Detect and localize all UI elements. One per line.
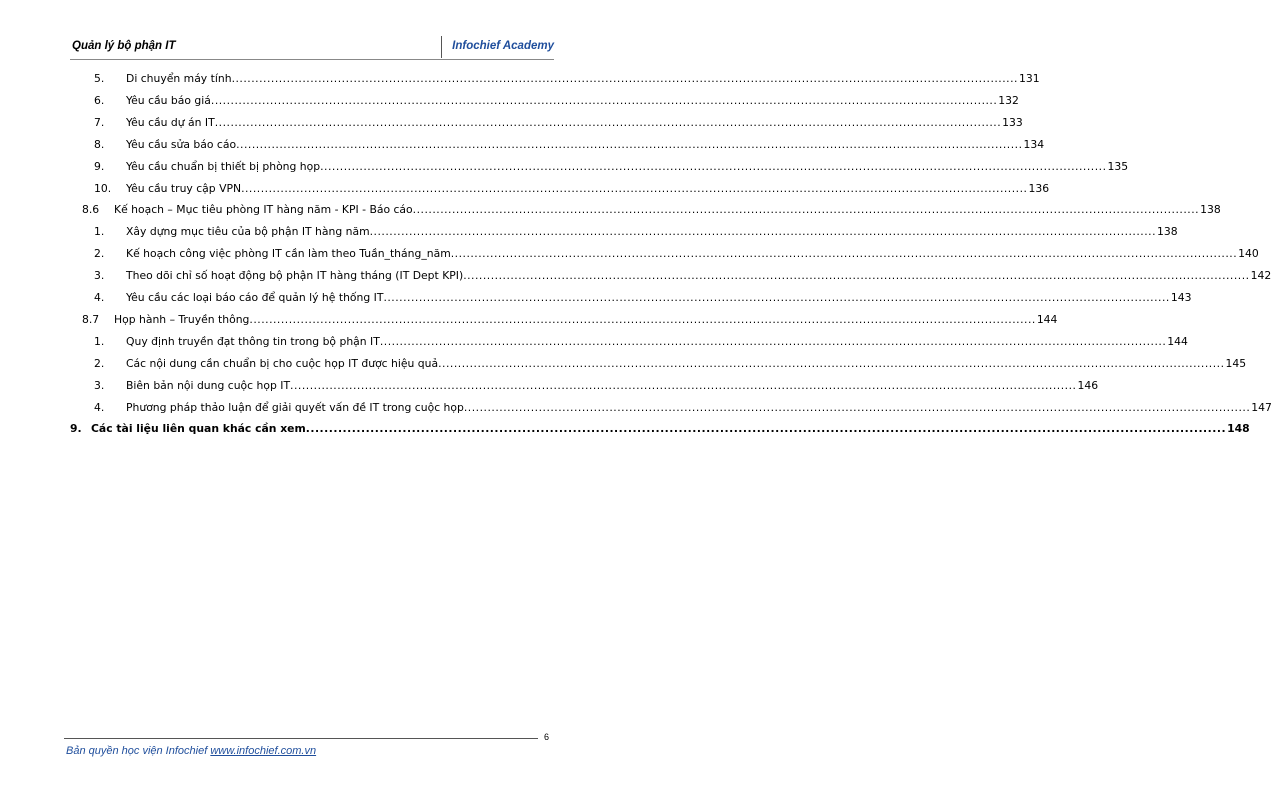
toc-entry-page: 145	[1225, 356, 1247, 370]
toc-leader-dots: ........................................................................................................................................................................................................	[320, 159, 1107, 173]
toc-leader-dots: ........................................................................................................................................................................................................	[210, 93, 998, 107]
toc-entry-title: Họp hành – Truyền thông	[114, 312, 250, 326]
toc-entry-page: 148	[1227, 422, 1250, 436]
toc-entry-title: Di chuyển máy tính	[126, 72, 232, 85]
toc-entry-page: 133	[1002, 115, 1023, 129]
toc-entry[interactable]	[0, 180, 1050, 198]
toc-entry-page: 144	[1036, 312, 1058, 326]
toc-entry-page: 131	[1018, 72, 1040, 85]
toc-entry[interactable]	[0, 92, 1019, 110]
toc-entry-number: 3.	[94, 378, 105, 392]
toc-entry-number: 1.	[94, 334, 105, 348]
toc-entry[interactable]	[0, 289, 1192, 307]
toc-leader-dots: ........................................................................................................................................................................................................	[379, 334, 1167, 348]
toc-entry[interactable]	[0, 377, 1099, 395]
toc-entry[interactable]	[0, 311, 1058, 329]
toc-entry-page: 135	[1107, 159, 1129, 173]
organization-name: Infochief Academy	[452, 40, 554, 52]
toc-entry-title: Yêu cầu truy cập VPN	[126, 181, 242, 195]
toc-leader-dots: ........................................................................................................................................................................................................	[369, 225, 1157, 239]
toc-entry-number: 4.	[94, 291, 105, 304]
toc-entry-page: 144	[1167, 334, 1188, 348]
toc-entry-page: 136	[1028, 181, 1050, 195]
toc-leader-dots: ........................................................................................................................................................................................................	[241, 181, 1028, 195]
toc-entry-title: Theo dõi chỉ số hoạt động bộ phận IT hàng tháng (IT Dept KPI)	[126, 269, 464, 283]
toc-entry[interactable]	[0, 245, 1259, 263]
toc-leader-dots: ........................................................................................................................................................................................................	[305, 422, 1227, 436]
toc-entry-page: 134	[1023, 137, 1045, 151]
footer-rule	[64, 738, 538, 739]
toc-entry[interactable]	[0, 355, 1247, 373]
toc-entry-page: 142	[1250, 269, 1272, 283]
toc-entry[interactable]	[0, 114, 1023, 132]
toc-entry[interactable]	[0, 201, 1221, 219]
toc-leader-dots: ........................................................................................................................................................................................................	[463, 400, 1251, 414]
toc-entry-title: Yêu cầu các loại báo cáo để quản lý hệ thống IT	[126, 291, 384, 304]
page-number: 6	[544, 732, 550, 742]
toc-leader-dots: ........................................................................................................................................................................................................	[412, 203, 1200, 217]
toc-entry-title: Yêu cầu sửa báo cáo	[126, 137, 237, 151]
toc-leader-dots: ........................................................................................................................................................................................................	[236, 137, 1023, 151]
toc-entry-title: Yêu cầu dự án IT	[126, 115, 215, 129]
toc-entry-page: 146	[1077, 378, 1099, 392]
toc-entry[interactable]	[0, 399, 1272, 417]
toc-entry-title: Phương pháp thảo luận để giải quyết vấn đề IT trong cuộc họp	[126, 400, 464, 414]
toc-entry-title: Quy định truyền đạt thông tin trong bộ phận IT	[126, 334, 380, 348]
toc-entry-number: 7.	[94, 115, 105, 129]
toc-entry-page: 132	[998, 93, 1019, 107]
toc-entry[interactable]	[0, 333, 1188, 351]
toc-entry-title: Các nội dung cần chuẩn bị cho cuộc họp IT được hiệu quả	[126, 356, 439, 370]
toc-entry[interactable]	[0, 223, 1178, 241]
toc-entry-number: 9.	[94, 159, 105, 173]
toc-entry-number: 1.	[94, 225, 105, 239]
toc-leader-dots: ........................................................................................................................................................................................................	[231, 72, 1018, 85]
toc-entry-page: 140	[1238, 247, 1259, 261]
toc-entry[interactable]	[0, 70, 1040, 88]
toc-entry-number: 2.	[94, 356, 105, 370]
toc-entry-number: 3.	[94, 269, 105, 283]
toc-entry-number: 9.	[70, 422, 82, 436]
header-rule	[70, 59, 554, 60]
toc-entry-title: Kế hoạch công việc phòng IT cần làm theo Tuần_tháng_năm	[126, 247, 451, 261]
toc-entry-number: 4.	[94, 400, 105, 414]
toc-leader-dots: ........................................................................................................................................................................................................	[450, 247, 1238, 261]
toc-leader-dots: ........................................................................................................................................................................................................	[463, 269, 1250, 283]
toc-entry[interactable]	[0, 267, 1272, 285]
header-separator	[441, 36, 442, 58]
toc-entry-title: Xây dựng mục tiêu của bộ phận IT hàng năm	[126, 225, 370, 239]
toc-entry-page: 138	[1157, 225, 1178, 239]
toc-leader-dots: ........................................................................................................................................................................................................	[214, 115, 1002, 129]
toc-entry-number: 8.6	[82, 203, 100, 217]
toc-entry-number: 8.	[94, 137, 105, 151]
toc-entry-title: Yêu cầu báo giá	[126, 93, 211, 107]
toc-entry-page: 143	[1170, 291, 1192, 304]
toc-entry-page: 147	[1251, 400, 1272, 414]
toc-entry-title: Biên bản nội dung cuộc họp IT	[126, 378, 291, 392]
toc-entry-title: Kế hoạch – Mục tiêu phòng IT hàng năm - KPI - Báo cáo	[114, 203, 413, 217]
toc-entry-page: 138	[1200, 203, 1221, 217]
toc-entry[interactable]	[0, 158, 1129, 176]
toc-entry-title: Yêu cầu chuẩn bị thiết bị phòng họp	[126, 159, 321, 173]
page-footer	[66, 745, 316, 757]
toc-entry-number: 2.	[94, 247, 105, 261]
toc-leader-dots: ........................................................................................................................................................................................................	[383, 291, 1170, 304]
toc-entry-title: Các tài liệu liên quan khác cần xem	[91, 422, 306, 436]
toc-entry-number: 6.	[94, 93, 105, 107]
toc-leader-dots: ........................................................................................................................................................................................................	[249, 312, 1036, 326]
toc-entry-number: 5.	[94, 72, 105, 85]
website-link[interactable]: www.infochief.com.vn	[210, 745, 317, 757]
toc-entry[interactable]	[0, 420, 1250, 438]
toc-entry[interactable]	[0, 136, 1045, 154]
toc-entry-number: 8.7	[82, 312, 100, 326]
toc-leader-dots: ........................................................................................................................................................................................................	[290, 378, 1077, 392]
page-header	[70, 36, 554, 58]
toc-leader-dots: ........................................................................................................................................................................................................	[438, 356, 1225, 370]
toc-entry-number: 10.	[94, 181, 112, 195]
document-title: Quản lý bộ phận IT	[72, 40, 176, 52]
copyright-text: Bản quyền học viện Infochief	[66, 745, 208, 757]
